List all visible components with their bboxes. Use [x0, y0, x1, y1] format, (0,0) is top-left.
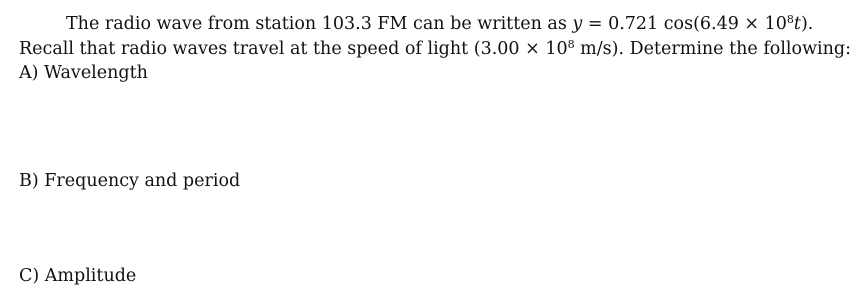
exponent: 8 [786, 13, 794, 26]
problem-statement-line-1 [66, 13, 813, 35]
part-a-label: A) Wavelength [19, 63, 148, 83]
variable-y: y [572, 14, 583, 34]
statement-text-end: m/s). Determine the following: [574, 39, 851, 59]
statement-text: The radio wave from station 103.3 FM can be written as [66, 14, 573, 34]
problem-statement-line-2 [19, 38, 851, 60]
variable-t: t [793, 14, 801, 34]
equation-text: = 0.721 cos(6.49 × 10 [582, 14, 787, 34]
exponent: 8 [567, 38, 575, 51]
statement-text: Recall that radio waves travel at the speed of light (3.00 × 10 [19, 39, 568, 59]
part-b-label: B) Frequency and period [19, 171, 241, 191]
part-c-label: C) Amplitude [19, 266, 137, 286]
equation-close: ). [800, 14, 814, 34]
